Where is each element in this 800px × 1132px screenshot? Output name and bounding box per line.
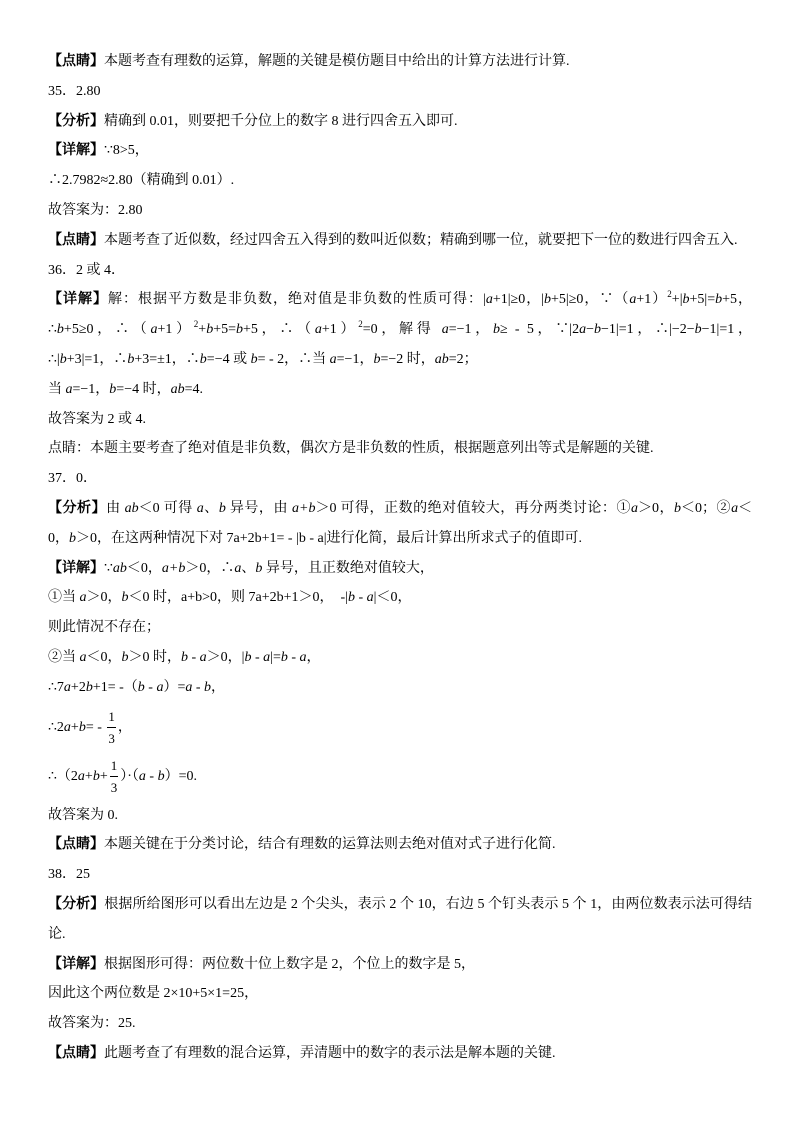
text-run: +1|≥0，| <box>492 292 544 308</box>
math-variable: b <box>109 381 117 397</box>
math-variable: a <box>630 500 638 516</box>
text-run: ＞0， <box>86 590 122 606</box>
text-run: + <box>198 322 207 338</box>
text-run: ②当 <box>48 649 80 665</box>
text-run: ∴2.7982≈2.80（精确到 0.01）. <box>48 173 235 189</box>
math-variable: a <box>77 768 85 784</box>
text-run: 0， <box>48 530 69 546</box>
text-run: −1|=1，∴|−2− <box>601 322 695 338</box>
q35-heading <box>48 77 752 107</box>
math-variable: b <box>715 292 723 308</box>
text-run: ＞0 可得，正数的绝对值较大，再分两类讨论：① <box>315 500 631 516</box>
text-run: − <box>586 322 594 338</box>
q35-solution-1 <box>48 136 752 166</box>
math-variable: a+b <box>161 560 186 576</box>
text-run: +5，∴（ <box>243 322 315 338</box>
q38-comment <box>48 1039 752 1069</box>
q36-answer <box>48 405 752 435</box>
math-variable: a <box>138 768 146 784</box>
math-variable: b <box>674 500 682 516</box>
text-run: =−4 时， <box>116 381 171 397</box>
text-run: 故答案为：25. <box>48 1016 136 1032</box>
text-run: ＞0 时， <box>128 649 181 665</box>
text-run: - <box>251 649 264 665</box>
text-run: ①当 <box>48 590 80 606</box>
text-run: 、 <box>203 500 219 516</box>
text-run: = - <box>85 719 106 735</box>
text-run: +5|= <box>689 292 716 308</box>
math-variable: a <box>441 322 449 338</box>
q38-solution-2 <box>48 979 752 1009</box>
text-run: |= <box>270 649 281 665</box>
math-variable: a <box>63 679 71 695</box>
math-variable: a <box>79 649 87 665</box>
math-variable: a <box>150 322 158 338</box>
math-variable: ab <box>112 560 127 576</box>
text-run: 精确到 0.01，则要把千分位上的数字 8 进行四舍五入即可. <box>104 113 458 129</box>
text-run: - <box>192 679 205 695</box>
fraction-denominator: 3 <box>107 727 116 749</box>
text-run: 本题考查了近似数，经过四舍五入得到的数叫近似数；精确到哪一位，就要把下一位的数进行四舍五入. <box>104 232 738 248</box>
q37-solution-6 <box>48 703 752 752</box>
q36-comment <box>48 434 752 464</box>
text-run: + <box>70 719 79 735</box>
section-label: 【点睛】 <box>48 54 104 69</box>
text-run: ）= <box>163 679 186 695</box>
section-label: 【详解】 <box>48 143 104 159</box>
math-variable: ab <box>170 381 185 397</box>
section-label: 【详解】 <box>48 292 108 308</box>
text-run: ≥ - 5，∵|2 <box>500 322 580 338</box>
text-run: ＜0， <box>126 560 162 576</box>
math-variable: b <box>78 719 86 735</box>
math-variable: b <box>121 649 129 665</box>
text-run: |＜0， <box>373 590 412 606</box>
text-run: +5， <box>722 292 752 308</box>
section-label: 【详解】 <box>48 956 104 972</box>
exponent: 2 <box>358 319 363 330</box>
math-variable: a <box>629 292 637 308</box>
q36-solution-2 <box>48 315 752 345</box>
section-label: 【详解】 <box>48 560 104 576</box>
section-label: 【分析】 <box>48 500 107 516</box>
text-run: 当 <box>48 381 66 397</box>
q37-answer <box>48 801 752 831</box>
math-variable: b <box>244 649 252 665</box>
q37-analysis-2 <box>48 524 752 554</box>
text-run: ＞0，∴ <box>185 560 235 576</box>
math-variable: a <box>63 719 71 735</box>
text-run: + <box>99 768 108 784</box>
math-variable: b <box>69 530 76 546</box>
math-variable: b <box>121 590 129 606</box>
text-run: ∴ <box>48 322 57 338</box>
text-run: =4. <box>184 381 203 397</box>
exponent: 2 <box>193 319 199 330</box>
text-run: +1= -（ <box>92 679 138 695</box>
text-run: 故答案为：2.80 <box>48 202 143 218</box>
text-run: =−1， <box>336 351 374 367</box>
text-run: 异号，且正数绝对值较大， <box>262 560 434 576</box>
math-variable: a+b <box>292 500 316 516</box>
q37-solution-5 <box>48 673 752 703</box>
text-run: 点睛：本题主要考查了绝对值是非负数，偶次方是非负数的性质，根据题意列出等式是解题的关键. <box>48 441 654 457</box>
text-run: +1） <box>636 292 668 308</box>
section-label: 【分析】 <box>48 113 104 129</box>
q38-solution-1 <box>48 950 752 980</box>
text-run: 37．0． <box>48 471 97 487</box>
text-run: ＞0， <box>637 500 675 516</box>
text-run: ， <box>211 679 226 695</box>
math-variable: b <box>280 649 288 665</box>
text-run: ， <box>306 649 321 665</box>
q38-analysis-1 <box>48 890 752 920</box>
math-variable: b <box>206 322 214 338</box>
math-variable: b <box>56 322 64 338</box>
math-variable: b <box>199 351 207 367</box>
q37-solution-3 <box>48 613 752 643</box>
math-variable: b <box>59 351 67 367</box>
section-label: 【点睛】 <box>48 837 104 853</box>
q35-analysis <box>48 107 752 137</box>
math-variable: a <box>314 322 322 338</box>
q37-solution-7 <box>48 752 752 801</box>
text-run: +2 <box>70 679 86 695</box>
math-variable: ab <box>124 500 139 516</box>
q37-solution-1 <box>48 554 752 584</box>
fraction-numerator: 1 <box>110 757 118 773</box>
text-run: =−4 或 <box>206 351 251 367</box>
text-run: 本题考查有理数的运算，解题的关键是模仿题目中给出的计算方法进行计算. <box>104 54 570 69</box>
text-run: ∴（2 <box>48 768 78 784</box>
math-variable: b <box>544 292 551 308</box>
text-run: ， <box>117 719 132 735</box>
q37-solution-4 <box>48 643 752 673</box>
text-run: 根据图形可得：两位数十位上数字是 2，个位上的数字是 5， <box>104 956 475 972</box>
q34-comment <box>48 47 752 77</box>
text-run: ＞0，| <box>206 649 245 665</box>
text-run: 故答案为 2 或 4. <box>48 411 146 427</box>
section-label: 【点睛】 <box>48 1045 104 1061</box>
math-variable: a <box>185 679 193 695</box>
text-run: 故答案为 0. <box>48 807 118 823</box>
text-run: 则此情况不存在； <box>48 620 160 636</box>
q38-analysis-2 <box>48 920 752 950</box>
text-run: - <box>354 590 367 606</box>
text-run: ＜0；② <box>681 500 732 516</box>
text-run: =−1， <box>448 322 494 338</box>
math-variable: b <box>347 590 355 606</box>
q36-solution-3 <box>48 345 752 375</box>
q37-analysis-1 <box>48 494 752 524</box>
q36-solution-1 <box>48 285 752 315</box>
text-run: ∵8>5， <box>104 143 149 159</box>
text-run: +3=±1，∴ <box>134 351 200 367</box>
text-run: ∵ <box>104 560 113 576</box>
math-variable: ab <box>434 351 449 367</box>
text-run: 、 <box>241 560 256 576</box>
math-variable: a <box>234 560 242 576</box>
text-run: +5|≥0，∵（ <box>551 292 630 308</box>
text-run: +5= <box>213 322 236 338</box>
text-run: 35．2.80 <box>48 83 101 99</box>
q35-comment <box>48 226 752 256</box>
math-variable: b <box>493 322 501 338</box>
q38-heading <box>48 860 752 890</box>
text-run: 38．25 <box>48 867 90 883</box>
text-run: ＜0 可得 <box>138 500 197 516</box>
math-variable: b <box>236 322 243 338</box>
text-run: 论. <box>48 926 66 942</box>
math-variable: b <box>137 679 145 695</box>
math-variable: a <box>65 381 73 397</box>
math-variable: a <box>731 500 739 516</box>
text-run: −1|=1， <box>701 322 752 338</box>
text-run: ∴2 <box>48 719 64 735</box>
text-run: - <box>145 768 158 784</box>
text-run: 由 <box>106 500 125 516</box>
q38-answer <box>48 1009 752 1039</box>
math-variable: b <box>682 292 690 308</box>
math-variable: a <box>196 500 204 516</box>
text-run: ∴7 <box>48 679 64 695</box>
math-variable: b <box>255 560 263 576</box>
text-run: +| <box>671 292 683 308</box>
text-run: ）=0. <box>164 768 197 784</box>
q37-comment <box>48 830 752 860</box>
text-run: 解：根据平方数是非负数，绝对值是非负数的性质可得：| <box>108 292 486 308</box>
fraction <box>107 706 116 749</box>
q37-solution-2 <box>48 583 752 613</box>
text-run: ＜ <box>738 500 753 516</box>
q35-answer <box>48 196 752 226</box>
math-variable: b <box>181 649 188 665</box>
text-run: ∴| <box>48 351 60 367</box>
text-run: ＜0， <box>86 649 122 665</box>
text-run: 根据所给图形可以看出左边是 2 个尖头，表示 2 个 10，右边 5 个钉头表示 5 个 1，由两位数表示法可得结 <box>104 896 753 912</box>
text-run: ）·（ <box>120 768 139 784</box>
text-run: +1） <box>321 322 359 338</box>
math-variable: a <box>263 649 271 665</box>
q37-heading <box>48 464 752 494</box>
text-run: + <box>84 768 93 784</box>
text-run: - <box>188 649 200 665</box>
fraction-numerator: 1 <box>108 708 115 724</box>
math-variable: b <box>694 322 702 338</box>
text-run: 此题考查了有理数的混合运算，弄清题中的数字的表示法是解本题的关键. <box>104 1045 556 1061</box>
q36-heading <box>48 256 752 286</box>
math-variable: a <box>156 679 164 695</box>
section-label: 【点睛】 <box>48 232 104 248</box>
math-variable: b <box>92 768 100 784</box>
math-variable: b <box>85 679 93 695</box>
math-variable: b <box>127 351 135 367</box>
text-run: = - 2，∴当 <box>257 351 330 367</box>
math-variable: b <box>250 351 258 367</box>
math-variable: a <box>299 649 307 665</box>
math-variable: b <box>157 768 165 784</box>
q36-solution-4 <box>48 375 752 405</box>
text-run: 异号，由 <box>225 500 292 516</box>
text-run: ＞0，在这两种情况下对 7a+2b+1= - |b - a|进行化简，最后计算出所求式子的值即可. <box>76 530 583 546</box>
text-run: - <box>144 679 157 695</box>
text-run: =−1， <box>72 381 110 397</box>
math-variable: b <box>594 322 601 338</box>
math-variable: b <box>204 679 212 695</box>
text-run: - <box>287 649 300 665</box>
text-run: 因此这个两位数是 2×10+5×1=25， <box>48 986 259 1002</box>
text-run: 36．2 或 4． <box>48 262 125 278</box>
math-variable: b <box>373 351 381 367</box>
math-variable: a <box>79 590 87 606</box>
math-variable: a <box>329 351 337 367</box>
text-run: +3|=1，∴ <box>66 351 128 367</box>
text-run: =0，解得 <box>362 322 442 338</box>
section-label: 【分析】 <box>48 896 105 912</box>
q35-solution-2 <box>48 166 752 196</box>
exponent: 2 <box>667 289 672 300</box>
text-run: =2； <box>448 351 478 367</box>
math-variable: a <box>485 292 493 308</box>
text-run: +5≥0，∴（ <box>63 322 151 338</box>
math-variable: a <box>199 649 207 665</box>
text-run: =−2 时， <box>380 351 435 367</box>
math-variable: a <box>579 322 587 338</box>
text-run: 本题关键在于分类讨论，结合有理数的运算法则去绝对值对式子进行化简. <box>104 837 556 853</box>
math-variable: a <box>366 590 374 606</box>
fraction <box>110 755 119 798</box>
text-run: +1） <box>157 322 194 338</box>
text-run: ＜0 时，a+b>0，则 7a+2b+1＞0， -| <box>128 590 348 606</box>
math-variable: b <box>218 500 226 516</box>
fraction-denominator: 3 <box>110 776 119 798</box>
